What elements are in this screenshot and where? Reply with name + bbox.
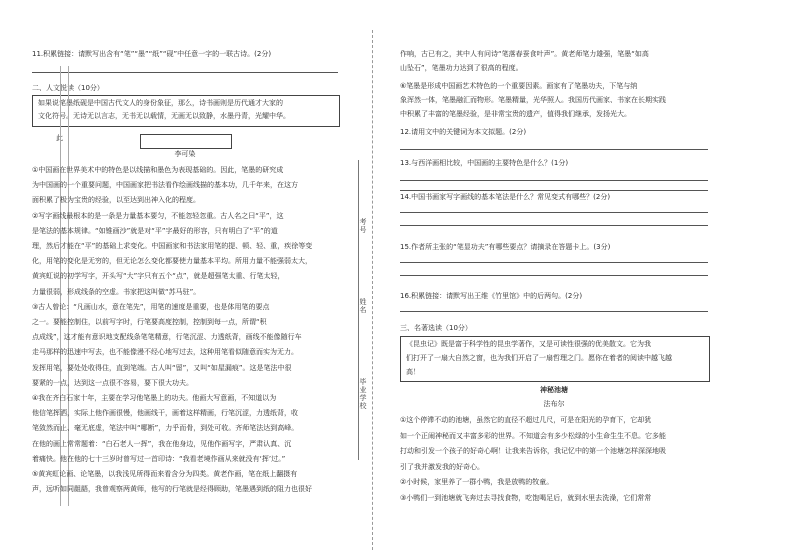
essay-line: ①这个停滞不动的池塘，虽然它的直径不超过几尺，可是在阳光的孕育下，它却犹	[400, 416, 652, 424]
essay-line: 引了我并激发我的好奇心。	[400, 462, 484, 471]
left-para-line: 点成线”，这才能有意识地支配线条笔笔精意，行笔沉涩、力透纸背，画线不能像随行车	[32, 333, 302, 342]
left-para-line: ④我在齐白石家十年，主要在学习他笔墨上的功夫。他画大写意画，不知道以为	[32, 394, 277, 402]
answer-line-13b	[400, 190, 708, 191]
left-para-line: 着痛快。他在他的七十三岁时曾写过一首印诗：“我看老境作画从来就没有‘挥’过。”	[32, 454, 286, 463]
essay-line: 如一个正闹神秘而又丰富多彩的世界。不知道会有多少松绿的小生命生生不息。它多能	[400, 431, 666, 440]
answer-line-11	[32, 72, 338, 73]
left-para-line: 之一。要能控制住，以前写字时，行笔要高度控制，控制到每一点，所谓“积	[32, 318, 267, 326]
essay-line: ③小鸭们一到池塘就飞奔过去寻找食物，吃饱喝足后，就到水里去洗澡，它们常常	[400, 493, 652, 502]
label-name: 姓名	[359, 298, 367, 314]
essay-title: 神秘池塘	[540, 386, 568, 394]
intro-right-line-3: 高！	[406, 368, 420, 376]
left-para-line: 化，用笔的变化是无穷的，但无论怎么变化都要使力量基本平均。所用力量不能强弱太大，	[32, 257, 312, 266]
left-para-line: ①中国画在世界美术中的特色是以线描和墨色为表现基础的。因此，笔墨的研究成	[32, 166, 284, 174]
left-para-line: 为中国画的一个重要问题，中国画家把书法看作绘画线描的基本功，几千年来，在这方	[32, 181, 298, 190]
question-15: 15.作者所主张的“笔显功夫”有哪些要点？请摘录在答题卡上。(3分)	[400, 243, 611, 251]
para-6-line-3: 中积累了丰富的笔墨经验，是非常宝贵的遗产，值得我们继承，发扬光大。	[400, 110, 631, 118]
right-top-line-2: 山坠石”，笔墨功力达到了很高的程度。	[400, 64, 523, 72]
left-para-line: 面积累了极为宝贵的经验，以至达到出神入化的程度。	[32, 196, 200, 205]
label-school: 毕业学校	[359, 378, 367, 410]
left-para-line: 发挥用笔，要处处收得住，直到笔端。古人叫“留”，又叫“如屋漏痕”。这是笔法中很	[32, 363, 292, 372]
author-name: 李可染	[174, 150, 196, 158]
answer-line-12	[400, 149, 708, 150]
question-14: 14.中国书画家写字画线的基本笔法是什么？常见变式有哪些？(2分)	[400, 193, 611, 201]
binding-dashed-line	[372, 30, 373, 550]
intro-right-line-1: 《昆虫记》既是富于科学性的昆虫学著作，又是可读性很强的优美散文。它为我	[406, 340, 651, 348]
answer-line-14b	[400, 225, 708, 226]
left-para-line: ③古人曾论：“凡画山水，意在笔先”，用笔的速度是重要，也是体用笔的要点	[32, 302, 270, 311]
question-13: 13.与西洋画相比较，中国画的主要特色是什么？(1分)	[400, 159, 569, 167]
left-para-line: 在他的画上常常题着：“白石老人一挥”，我在他身边，见他作画写字，严肃认真、沉	[32, 439, 292, 448]
answer-line-13a	[400, 180, 708, 181]
side-mark: 此	[56, 134, 63, 142]
left-para-line: 要紧的一点，达到这一点很不容易，要下很大功夫。	[32, 378, 193, 387]
intro-line-2: 文化符号。无诗无以言志，无书无以载情，无画无以致静，水墨丹青，光耀中华。	[38, 112, 290, 120]
essay-line: 打动和引发一个孩子的好奇心啊！让我来告诉你，我记忆中的第一个池塘怎样深深地吸	[400, 447, 666, 455]
section-2-title: 二、人文悦读（10分）	[32, 84, 104, 92]
left-para-line: 力量很弱，形成线条的空虚。书家把这叫做“苏马驻”。	[32, 287, 201, 296]
para-6-line-2: 象浑然一体，笔墨融汇而物形。笔墨精量，光华照人。我国历代画家、书家在长期实践	[400, 96, 666, 104]
left-para-line: 黄宾虹说的初学写字，开头写“大”字只有五个“点”，就是超强笔太重、行笔太轻，	[32, 272, 285, 281]
question-11: 11.积累链接：请默写出含有“笔”“墨”“纸”“砚”中任意一字的一联古诗。(2分)	[32, 50, 272, 58]
essay-line: ②小时候，家里养了一群小鸭，我是放鸭的牧童。	[400, 478, 554, 486]
answer-line-14a	[400, 212, 708, 213]
para-6-line-1: ⑥笔墨是形成中国画艺术特色的一个重要因素。画家有了笔墨功夫，下笔与纳	[400, 82, 638, 90]
question-16: 16.积累链接：请默写出王维《竹里馆》中的后两句。(2分)	[400, 292, 583, 300]
answer-line-15b	[400, 275, 708, 276]
intro-right-line-2: 们打开了一扇大自然之窗，也为我们开启了一扇哲理之门。愿你在着者的阅读中越飞越	[406, 354, 672, 362]
left-para-line: ②写字画线最根本的是一条是力量基本要匀，不能忽轻忽重。古人名之曰“平”，这	[32, 211, 284, 220]
author-box	[140, 134, 232, 149]
essay-author: 法布尔	[543, 400, 565, 408]
question-12: 12.请用文中的关键词为本文拟题。(2分)	[400, 128, 527, 136]
left-para-line: 是笔法的基本规律。“如锥画沙”就是对“平”字最好的形容，只有明白了“平”的道	[32, 226, 278, 235]
left-para-line: ⑤黄宾虹论画、论笔墨，以我浅见所得而来看含分为四类。黄老作画，笔在纸上翻摄有	[32, 470, 298, 478]
left-para-line: 声，远听如同龃龉，我曾观察两黄师，他写的行笔就是经得顾助，笔墨遇到纸的阻力也很好	[32, 485, 312, 494]
intro-line-1: 如果说笔墨纸砚是中国古代文人的身份象征，那么，诗书画则是历代通才大家的	[38, 99, 283, 107]
answer-line-15a	[400, 262, 708, 263]
left-para-line: 他信笔挥洒，实际上他作画很慢，他画线干，画着这样精画，行笔沉涩，力透纸背，收	[32, 409, 298, 418]
answer-line-16	[400, 311, 708, 312]
left-para-line: 笔敛然而止、毫无底虚，笔法中叫“哪断”，力乎而骨，到处可收。齐师笔法达到高峰。	[32, 424, 299, 433]
left-para-line: 理，然后才能在“平”的基础上求变化。中国画家和书法家用笔的提、顿、轻、重，疾徐等变	[32, 242, 313, 250]
section-3-title: 三、名著选读（10分）	[400, 324, 472, 332]
label-exam-no: 考号	[359, 218, 367, 234]
left-para-line: 走马那样的迅速中写去，也不能像漫不经心地写过去，这种用笔看似随意而实为无力。	[32, 348, 298, 357]
right-top-line-1: 作响，古已有之，其中人有问诗“笔落春蚕食叶声”。黄老师笔力雄强，笔墨“如高	[400, 50, 649, 58]
